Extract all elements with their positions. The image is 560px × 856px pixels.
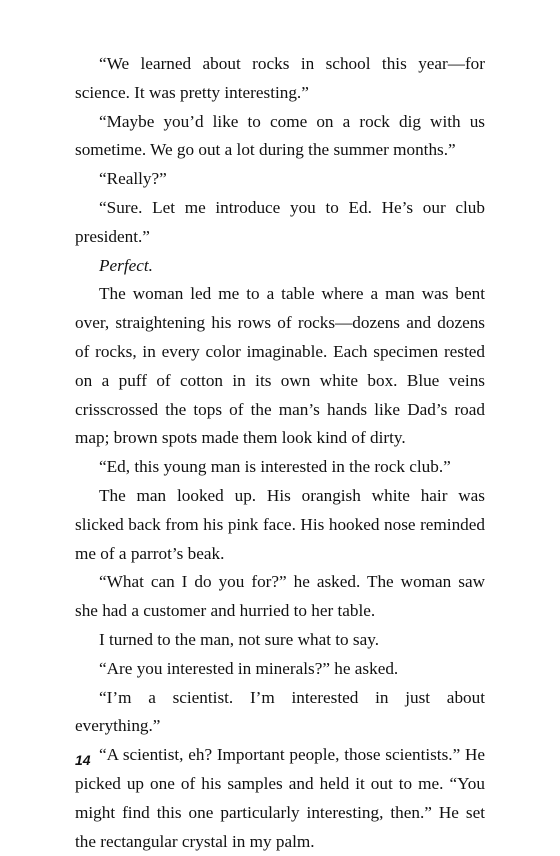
paragraph: “I’m a scientist. I’m interested in just about everything.” xyxy=(75,687,485,736)
paragraph: The woman led me to a table where a man was bent over, straightening his rows of rocks—dozens and dozens of rocks, in every color imaginable. Each specimen rested on a puff of cotton in its own white box. Blue veins crisscrossed the tops of the man’s hands like Dad’s road map; brown spots made them look kind of dirty. xyxy=(75,284,485,448)
paragraph: The man looked up. His orangish white hair was slicked back from his pink face. His hooked nose reminded me of a parrot’s beak. xyxy=(75,485,485,563)
paragraph: I turned to the man, not sure what to say. xyxy=(99,629,380,649)
body-text xyxy=(75,50,485,856)
paragraph: “Ed, this young man is interested in the rock club.” xyxy=(99,457,451,477)
paragraph: “Sure. Let me introduce you to Ed. He’s our club president.” xyxy=(75,197,485,246)
paragraph-italic-thought: Perfect. xyxy=(99,255,153,275)
paragraph: “Really?” xyxy=(99,169,167,189)
paragraph: “Maybe you’d like to come on a rock dig with us sometime. We go out a lot during the summer months.” xyxy=(75,111,485,160)
paragraph: “We learned about rocks in school this year—for science. It was pretty interesting.” xyxy=(75,54,485,102)
paragraph: “What can I do you for?” he asked. The woman saw she had a customer and hurried to her table. xyxy=(75,572,485,621)
page-number: 14 xyxy=(75,752,91,768)
paragraph: “Are you interested in minerals?” he asked. xyxy=(99,658,399,678)
paragraph: “A scientist, eh? Important people, those scientists.” He picked up one of his samples and held it out to me. “You might find this one particularly interesting, then.” He set the rectangular crystal in my palm. xyxy=(75,745,485,851)
